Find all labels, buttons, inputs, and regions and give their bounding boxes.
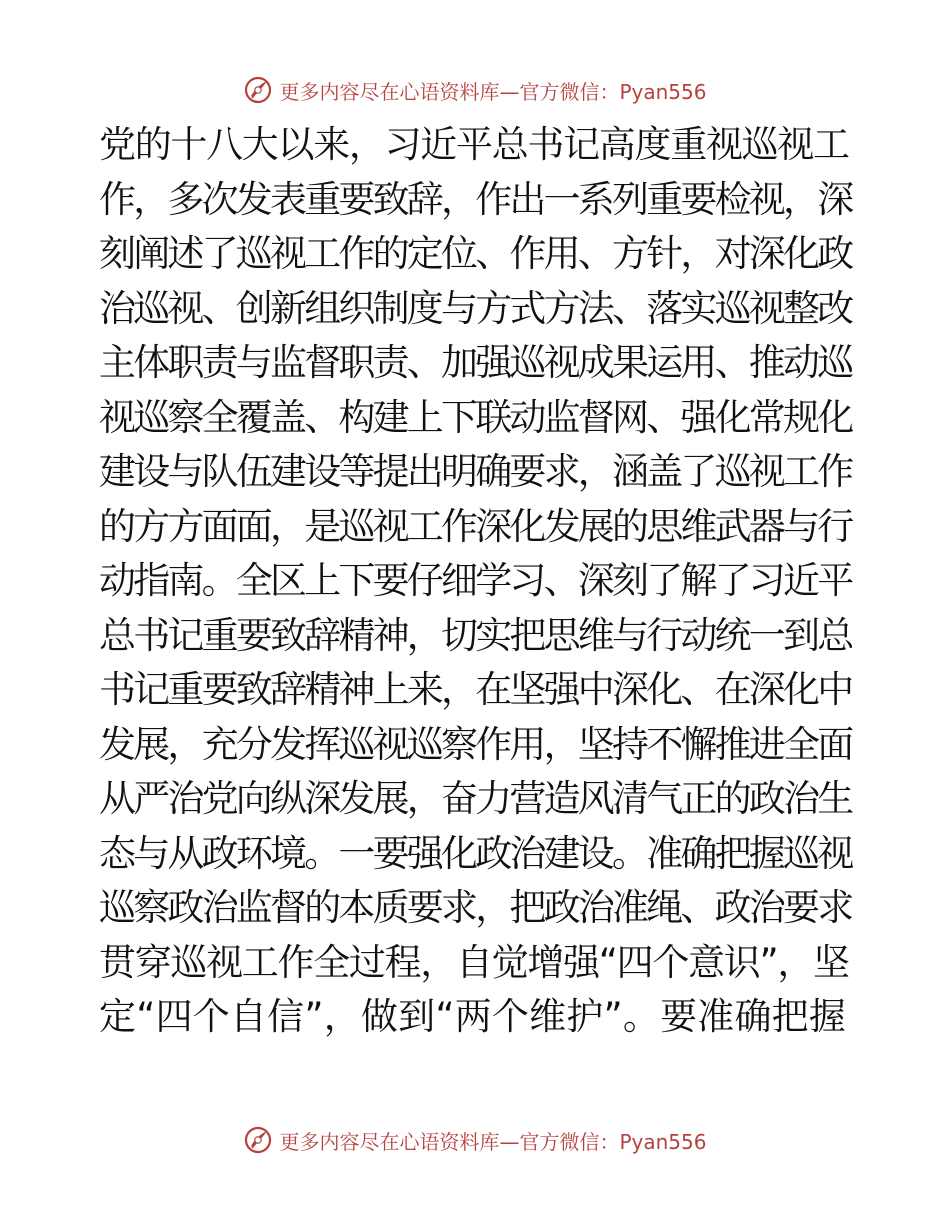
document-body	[99, 118, 851, 1045]
feather-seal-icon	[243, 1125, 273, 1155]
text-line: 刻阐述了巡视工作的定位、作用、方针，对深化政	[99, 232, 852, 275]
text-line: 态与从政环境。一要强化政治建设。准确把握巡视	[99, 831, 852, 875]
text-line: 巡察政治监督的本质要求，把政治准绳、政治要求	[99, 886, 852, 929]
text-line: 贯穿巡视工作全过程，自觉增强“四个意识”，坚	[99, 940, 849, 984]
text-line: 治巡视、创新组织制度与方式方法、落实巡视整改	[99, 286, 852, 330]
text-line: 作，多次发表重要致辞，作出一系列重要检视，深	[99, 177, 852, 221]
text-line: 发展，充分发挥巡视巡察作用，坚持不懈推进全面	[99, 722, 852, 766]
text-line: 定“四个自信”，做到“两个维护”。要准确把握	[99, 995, 847, 1038]
footer-banner-text: 更多内容尽在心语资料库—官方微信：Pyan556	[279, 1129, 707, 1154]
text-line: 的方方面面，是巡视工作深化发展的思维武器与行	[99, 504, 852, 548]
text-line: 书记重要致辞精神上来，在坚强中深化、在深化中	[99, 668, 852, 711]
text-line: 总书记重要致辞精神，切实把思维与行动统一到总	[99, 613, 852, 657]
header-banner-text: 更多内容尽在心语资料库—官方微信：Pyan556	[279, 79, 707, 104]
text-line: 动指南。全区上下要仔细学习、深刻了解了习近平	[99, 559, 852, 602]
footer-banner	[0, 1120, 950, 1160]
text-line: 建设与队伍建设等提出明确要求，涵盖了巡视工作	[99, 450, 852, 493]
text-line: 主体职责与监督职责、加强巡视成果运用、推动巡	[99, 341, 852, 384]
text-line: 党的十八大以来，习近平总书记高度重视巡视工	[99, 123, 849, 166]
feather-seal-icon	[243, 75, 273, 105]
text-line: 视巡察全覆盖、构建上下联动监督网、强化常规化	[99, 395, 852, 439]
text-line: 从严治党向纵深发展，奋力营造风清气正的政治生	[99, 777, 852, 820]
header-banner	[0, 70, 950, 110]
